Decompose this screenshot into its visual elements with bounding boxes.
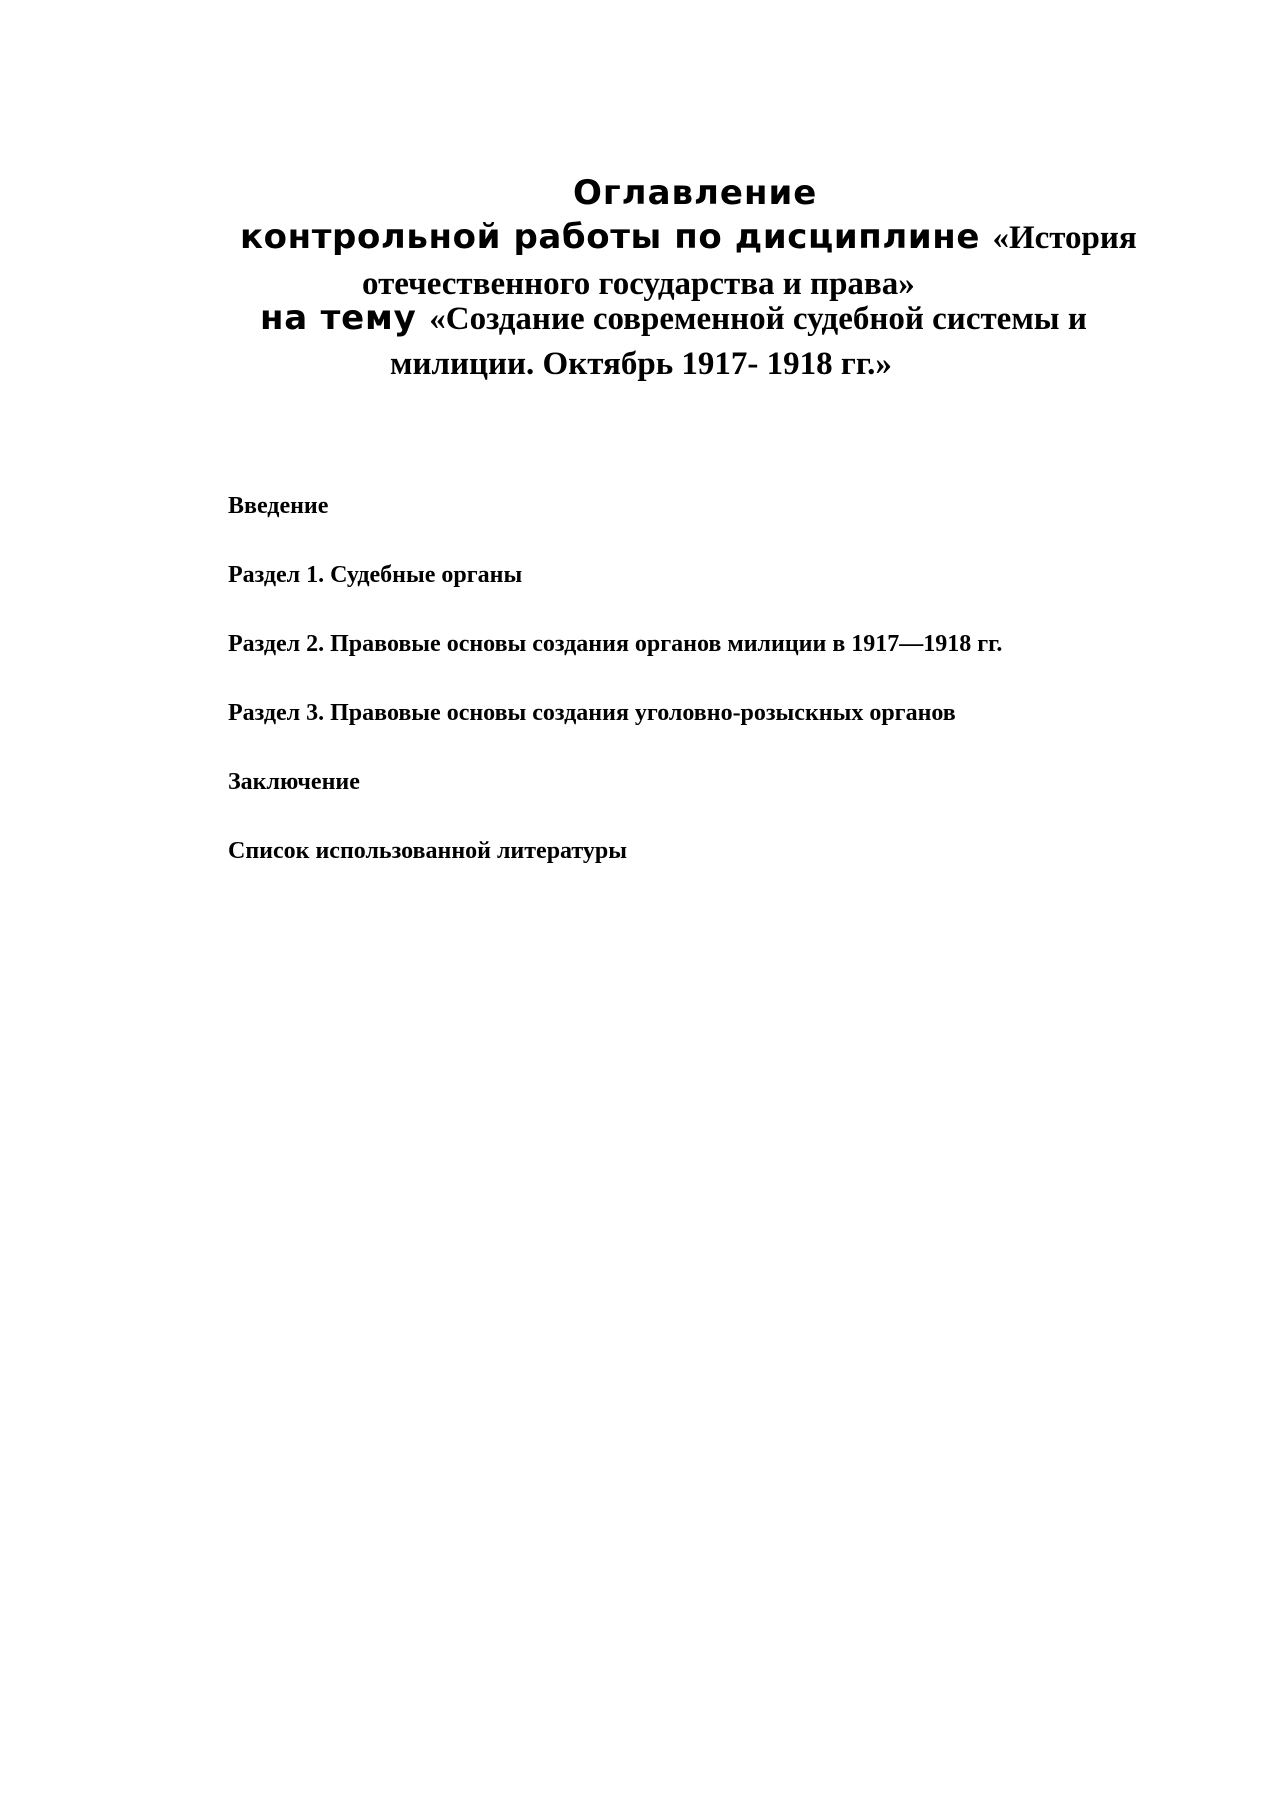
title-line-topic-prefix: на тему xyxy=(260,298,430,338)
table-of-contents xyxy=(228,492,1128,906)
title-line-discipline xyxy=(240,217,1137,257)
title-line-topic-continued: милиции. Октябрь 1917- 1918 гг.» xyxy=(390,346,892,382)
title-line-topic xyxy=(260,298,1087,338)
toc-item-bibliography: Список использованной литературы xyxy=(228,838,627,864)
toc-item-introduction: Введение xyxy=(228,493,329,519)
toc-item-section-1: Раздел 1. Судебные органы xyxy=(228,562,523,588)
title-line-topic-name: «Создание современной судебной системы и xyxy=(429,301,1087,337)
title-line-discipline-prefix: контрольной работы по дисциплине xyxy=(240,217,993,257)
toc-item-section-3: Раздел 3. Правовые основы создания уголовно-розыскных органов xyxy=(228,700,956,726)
page-title: Оглавление xyxy=(573,173,818,213)
toc-item-section-2: Раздел 2. Правовые основы создания органов милиции в 1917—1918 гг. xyxy=(228,631,1003,657)
title-line-discipline-name: «История xyxy=(992,220,1137,256)
title-line-discipline-continued: отечественного государства и права» xyxy=(362,266,915,302)
toc-item-conclusion: Заключение xyxy=(228,769,360,795)
